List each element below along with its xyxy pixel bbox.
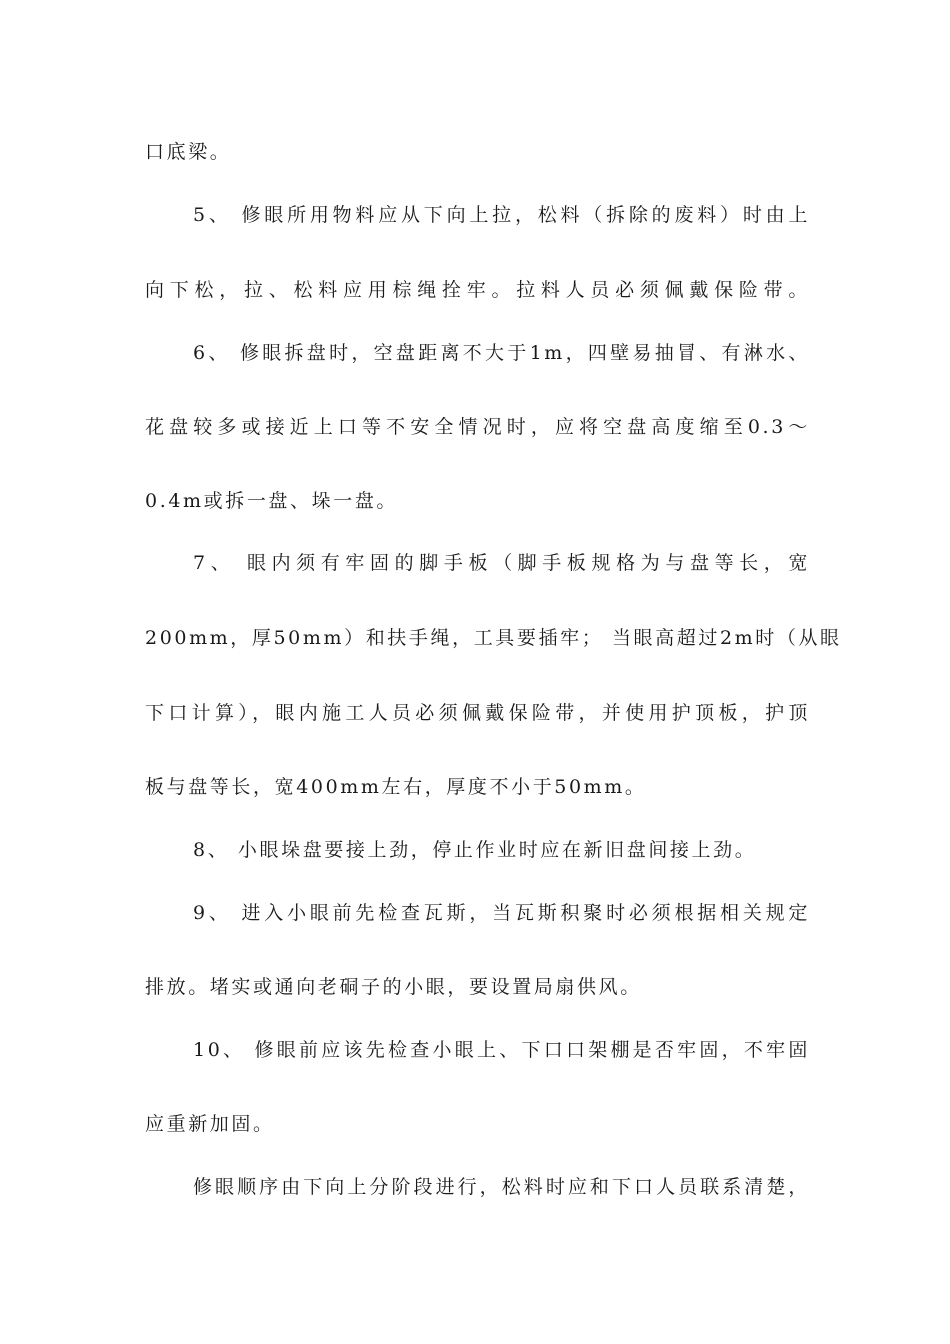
text-line-item-9: 9、 进入小眼前先检查瓦斯，当瓦斯积聚时必须根据相关规定 <box>193 902 810 924</box>
text-line-item-6: 6、 修眼拆盘时，空盘距离不大于1m，四壁易抽冒、有淋水、 <box>193 342 810 364</box>
text-line-paragraph: 修眼顺序由下向上分阶段进行，松料时应和下口人员联系清楚， <box>193 1176 810 1198</box>
text-line: 排放。堵实或通向老硐子的小眼，要设置局扇供风。 <box>145 976 642 998</box>
text-line: 下口计算），眼内施工人员必须佩戴保险带，并使用护顶板，护顶 <box>145 702 810 724</box>
text-line: 向下松，拉、松料应用棕绳拴牢。拉料人员必须佩戴保险带。 <box>145 279 810 301</box>
text-line: 0.4m或拆一盘、垛一盘。 <box>145 490 399 512</box>
text-line: 200mm，厚50mm）和扶手绳，工具要插牢； 当眼高超过2m时（从眼 <box>145 627 842 649</box>
text-line-item-10: 10、 修眼前应该先检查小眼上、下口口架棚是否牢固，不牢固 <box>193 1039 810 1061</box>
text-line-item-7: 7、 眼内须有牢固的脚手板（脚手板规格为与盘等长，宽 <box>193 552 810 574</box>
text-line: 板与盘等长，宽400mm左右，厚度不小于50mm。 <box>145 776 647 798</box>
text-line: 应重新加固。 <box>145 1113 275 1135</box>
text-line-item-5: 5、 修眼所用物料应从下向上拉，松料（拆除的废料）时由上 <box>193 204 810 226</box>
text-line-item-8: 8、 小眼垛盘要接上劲，停止作业时应在新旧盘间接上劲。 <box>193 839 757 861</box>
text-line: 花盘较多或接近上口等不安全情况时，应将空盘高度缩至0.3～ <box>145 416 810 438</box>
text-line-continuation: 口底梁。 <box>145 141 232 163</box>
